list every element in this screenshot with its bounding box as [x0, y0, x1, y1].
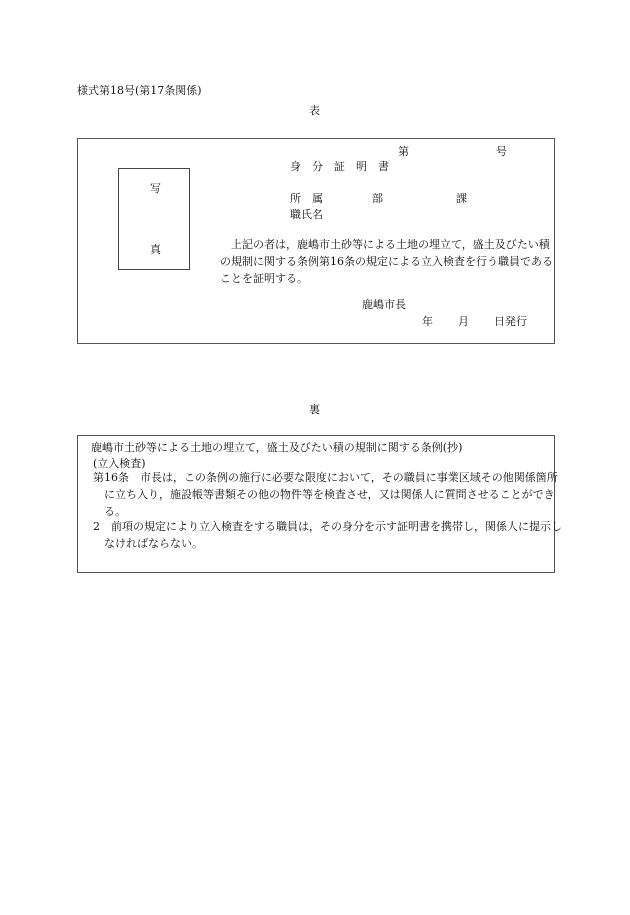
- article-16: 第16条 市長は，この条例の施行に必要な限度において，その職員に事業区域その他関係箇所に立ち入り，施設帳等書類その他の物件等を検査させ，又は関係人に質問させることができる。: [93, 471, 558, 518]
- form-number: 様式第18号(第17条関係): [77, 84, 202, 97]
- photo-label-top: 写: [150, 182, 161, 195]
- certificate-title: 身 分 証 明 書: [290, 160, 389, 173]
- back-label: 裏: [309, 403, 320, 416]
- ordinance-title: 鹿嶋市土砂等による土地の埋立て，盛土及びたい積の規制に関する条例(抄): [91, 441, 463, 454]
- affiliation-ka: 課: [456, 192, 467, 205]
- affiliation-bu: 部: [372, 192, 383, 205]
- id-card-back: [77, 435, 562, 573]
- id-card-front: [77, 138, 555, 344]
- number-go: 号: [496, 145, 507, 158]
- photo-box: [118, 168, 190, 270]
- date-year: 年: [422, 315, 433, 328]
- affiliation-label: 所 属: [290, 192, 323, 205]
- front-label: 表: [309, 104, 320, 117]
- number-dai: 第: [398, 145, 409, 158]
- certification-text: 上記の者は，鹿嶋市土砂等による土地の埋立て，盛土及びたい積の規制に関する条例第16条の規定による立入検査を行う職員であることを証明する。: [220, 238, 553, 285]
- date-month: 月: [458, 315, 469, 328]
- article-caption: (立入検査): [93, 457, 146, 470]
- name-label: 職氏名: [290, 208, 323, 221]
- paragraph-2: 2 前項の規定により立入検査をする職員は，その身分を示す証明書を携帯し，関係人に提示しなければならない。: [93, 520, 562, 550]
- photo-label-bottom: 真: [150, 243, 161, 256]
- issuer: 鹿嶋市長: [362, 298, 406, 311]
- date-issued: 日発行: [494, 315, 527, 328]
